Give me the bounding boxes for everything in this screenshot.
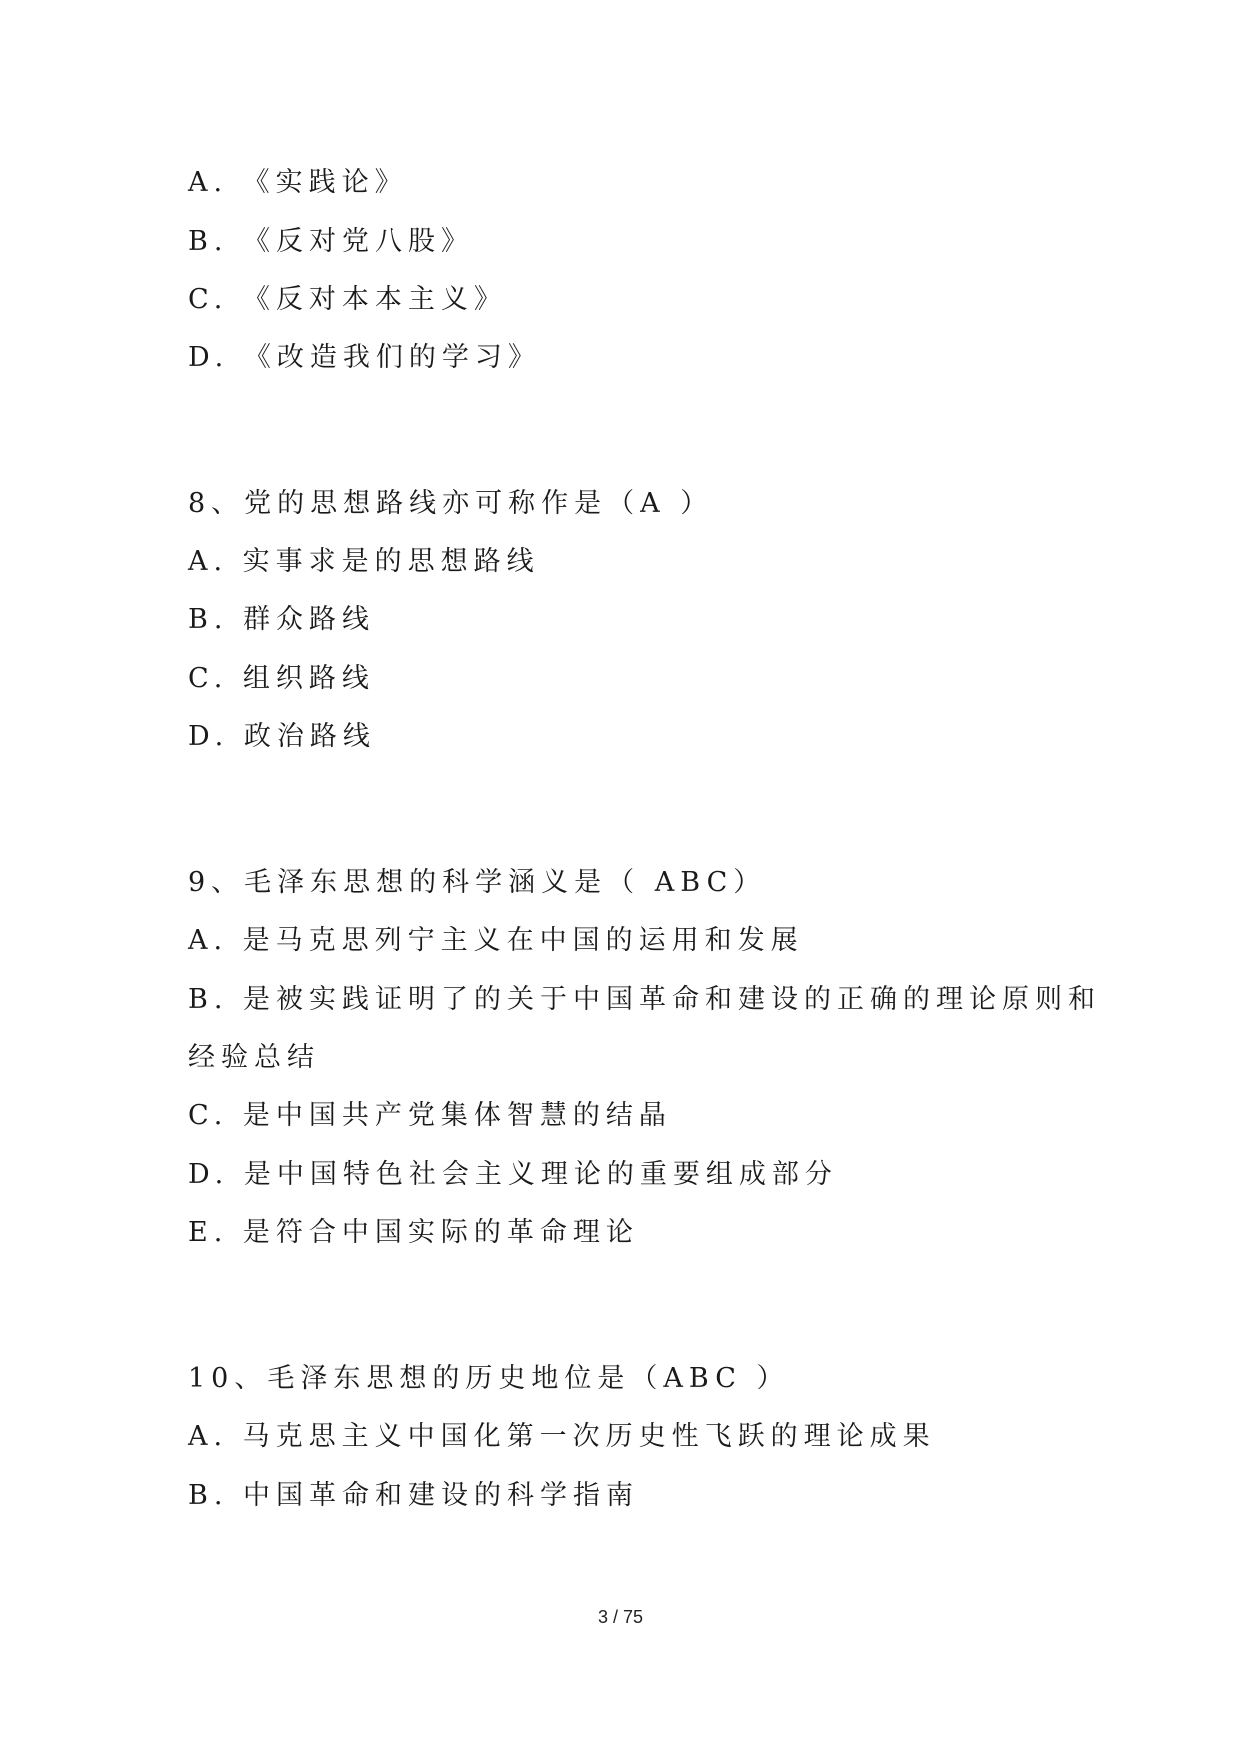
- page-number: 3 / 75: [597, 1607, 644, 1627]
- q8-option-d: D. 政治路线: [188, 721, 376, 752]
- q7-option-a: A. 《实践论》: [188, 167, 408, 198]
- q9-option-a: A. 是马克思列宁主义在中国的运用和发展: [188, 925, 804, 956]
- q9-option-e: E. 是符合中国实际的革命理论: [188, 1217, 639, 1248]
- q8-option-a: A. 实事求是的思想路线: [188, 546, 540, 577]
- q9-question: 9、毛泽东思想的科学涵义是（ ABC）: [188, 867, 767, 898]
- q7-option-c: C. 《反对本本主义》: [188, 284, 507, 315]
- q8-option-b: B. 群众路线: [188, 604, 376, 635]
- q10-option-a: A. 马克思主义中国化第一次历史性飞跃的理论成果: [188, 1421, 936, 1452]
- q8-option-c: C. 组织路线: [188, 663, 375, 694]
- q7-option-b: B. 《反对党八股》: [188, 226, 475, 257]
- q10-option-b: B. 中国革命和建设的科学指南: [188, 1480, 640, 1511]
- q9-option-b: B. 是被实践证明了的关于中国革命和建设的正确的理论原则和: [188, 984, 1102, 1015]
- q9-option-b-continued: 经验总结: [188, 1042, 320, 1073]
- q7-option-d: D. 《改造我们的学习》: [188, 342, 541, 373]
- q10-question: 10、毛泽东思想的历史地位是（ABC ）: [188, 1363, 790, 1394]
- q9-option-d: D. 是中国特色社会主义理论的重要组成部分: [188, 1159, 838, 1190]
- q9-option-c: C. 是中国共产党集体智慧的结晶: [188, 1100, 672, 1131]
- q8-question: 8、党的思想路线亦可称作是（A ）: [188, 488, 714, 519]
